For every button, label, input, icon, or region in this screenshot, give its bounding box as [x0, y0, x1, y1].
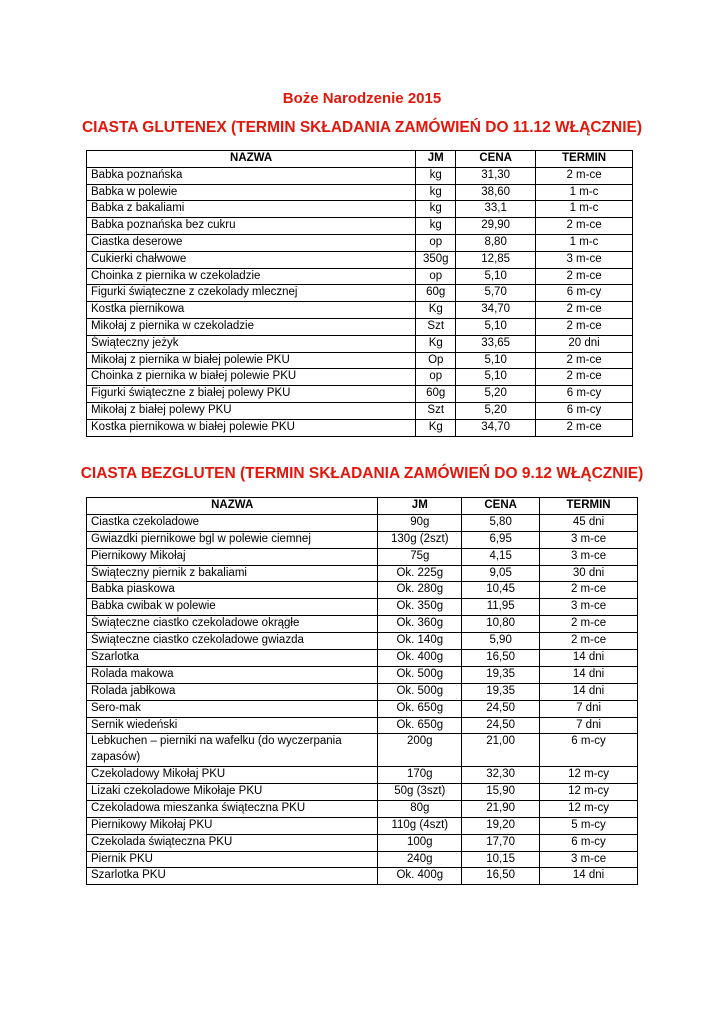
cell-jm: Ok. 360g	[378, 616, 462, 633]
table-row	[87, 352, 633, 369]
cell-cena: 8,80	[456, 234, 536, 251]
cell-termin: 7 dni	[540, 717, 638, 734]
cell-nazwa: Kostka piernikowa	[87, 302, 416, 319]
cell-cena: 12,85	[456, 251, 536, 268]
cell-jm: 170g	[378, 767, 462, 784]
table-row	[87, 369, 633, 386]
cell-cena: 6,95	[462, 531, 540, 548]
cell-cena: 17,70	[462, 834, 540, 851]
cell-cena: 32,30	[462, 767, 540, 784]
header-cena: CENA	[456, 151, 536, 168]
cell-nazwa: Czekolada świąteczna PKU	[87, 834, 378, 851]
table-row	[87, 616, 638, 633]
cell-termin: 2 m-ce	[536, 369, 633, 386]
cell-cena: 21,00	[462, 734, 540, 767]
cell-cena: 5,20	[456, 386, 536, 403]
table-row	[87, 717, 638, 734]
cell-termin: 14 dni	[540, 650, 638, 667]
cell-jm: kg	[416, 184, 456, 201]
cell-cena: 5,90	[462, 633, 540, 650]
cell-jm: Ok. 400g	[378, 868, 462, 885]
cell-termin: 2 m-ce	[536, 218, 633, 235]
cell-nazwa: Rolada jabłkowa	[87, 683, 378, 700]
cell-termin: 3 m-ce	[536, 251, 633, 268]
cell-jm: Kg	[416, 419, 456, 436]
cell-termin: 6 m-cy	[540, 734, 638, 767]
cell-cena: 9,05	[462, 565, 540, 582]
cell-cena: 34,70	[456, 419, 536, 436]
cell-cena: 5,80	[462, 514, 540, 531]
cell-nazwa: Piernik PKU	[87, 851, 378, 868]
table-row	[87, 548, 638, 565]
table-row	[87, 268, 633, 285]
table-row	[87, 817, 638, 834]
cell-termin: 2 m-ce	[540, 633, 638, 650]
cell-jm: 50g (3szt)	[378, 783, 462, 800]
header-termin: TERMIN	[536, 151, 633, 168]
cell-nazwa: Świąteczny piernik z bakaliami	[87, 565, 378, 582]
table-row	[87, 565, 638, 582]
table-row	[87, 402, 633, 419]
cell-jm: op	[416, 268, 456, 285]
cell-jm: Szt	[416, 402, 456, 419]
table-row	[87, 683, 638, 700]
table-header-row	[87, 498, 638, 515]
cell-cena: 4,15	[462, 548, 540, 565]
cell-jm: Ok. 650g	[378, 700, 462, 717]
cell-nazwa: Sernik wiedeński	[87, 717, 378, 734]
cell-cena: 33,1	[456, 201, 536, 218]
cell-jm: 130g (2szt)	[378, 531, 462, 548]
cell-jm: 80g	[378, 800, 462, 817]
cell-nazwa: Figurki świąteczne z czekolady mlecznej	[87, 285, 416, 302]
table-row	[87, 201, 633, 218]
cell-nazwa: Świąteczny jeżyk	[87, 335, 416, 352]
cell-jm: Ok. 225g	[378, 565, 462, 582]
table-row	[87, 582, 638, 599]
table-row	[87, 318, 633, 335]
cell-jm: Ok. 400g	[378, 650, 462, 667]
cell-jm: kg	[416, 167, 456, 184]
cell-cena: 29,90	[456, 218, 536, 235]
cell-termin: 1 m-c	[536, 184, 633, 201]
cell-nazwa: Piernikowy Mikołaj PKU	[87, 817, 378, 834]
cell-jm: op	[416, 234, 456, 251]
table-row	[87, 251, 633, 268]
table-row	[87, 800, 638, 817]
table-row	[87, 851, 638, 868]
cell-termin: 6 m-cy	[540, 834, 638, 851]
cell-nazwa: Czekoladowy Mikołaj PKU	[87, 767, 378, 784]
table-row	[87, 218, 633, 235]
cell-nazwa: Mikołaj z białej polewy PKU	[87, 402, 416, 419]
cell-jm: Ok. 650g	[378, 717, 462, 734]
cell-cena: 33,65	[456, 335, 536, 352]
header-nazwa: NAZWA	[87, 151, 416, 168]
header-termin: TERMIN	[540, 498, 638, 515]
cell-termin: 12 m-cy	[540, 767, 638, 784]
cell-cena: 24,50	[462, 717, 540, 734]
cell-jm: Kg	[416, 335, 456, 352]
table-row	[87, 666, 638, 683]
cell-cena: 19,35	[462, 683, 540, 700]
cell-termin: 3 m-ce	[540, 548, 638, 565]
table-header-row	[87, 151, 633, 168]
cell-jm: 60g	[416, 285, 456, 302]
cell-termin: 1 m-c	[536, 234, 633, 251]
cell-nazwa: Świąteczne ciastko czekoladowe gwiazda	[87, 633, 378, 650]
header-jm: JM	[378, 498, 462, 515]
cell-jm: 110g (4szt)	[378, 817, 462, 834]
cell-nazwa: Czekoladowa mieszanka świąteczna PKU	[87, 800, 378, 817]
cell-jm: 60g	[416, 386, 456, 403]
cell-termin: 3 m-ce	[540, 851, 638, 868]
cell-jm: 90g	[378, 514, 462, 531]
cell-termin: 2 m-ce	[540, 616, 638, 633]
cell-nazwa: Babka z bakaliami	[87, 201, 416, 218]
cell-cena: 19,20	[462, 817, 540, 834]
cell-termin: 2 m-ce	[536, 302, 633, 319]
table-row	[87, 386, 633, 403]
cell-nazwa: Gwiazdki piernikowe bgl w polewie ciemnej	[87, 531, 378, 548]
cell-jm: kg	[416, 201, 456, 218]
cell-termin: 6 m-cy	[536, 386, 633, 403]
cell-termin: 6 m-cy	[536, 402, 633, 419]
table-row	[87, 599, 638, 616]
table-row	[87, 650, 638, 667]
table-row	[87, 167, 633, 184]
cell-nazwa: Choinka z piernika w białej polewie PKU	[87, 369, 416, 386]
cell-termin: 30 dni	[540, 565, 638, 582]
glutenex-price-table	[86, 150, 633, 437]
cell-termin: 14 dni	[540, 868, 638, 885]
table-row	[87, 868, 638, 885]
table-row	[87, 834, 638, 851]
cell-jm: kg	[416, 218, 456, 235]
table-row	[87, 700, 638, 717]
cell-cena: 31,30	[456, 167, 536, 184]
cell-cena: 11,95	[462, 599, 540, 616]
cell-cena: 10,80	[462, 616, 540, 633]
cell-termin: 7 dni	[540, 700, 638, 717]
cell-cena: 38,60	[456, 184, 536, 201]
table-row	[87, 335, 633, 352]
cell-nazwa: Świąteczne ciastko czekoladowe okrągłe	[87, 616, 378, 633]
table-row	[87, 285, 633, 302]
cell-nazwa: Piernikowy Mikołaj	[87, 548, 378, 565]
cell-nazwa: Babka poznańska	[87, 167, 416, 184]
cell-cena: 24,50	[462, 700, 540, 717]
cell-nazwa: Lebkuchen – pierniki na wafelku (do wyczerpania zapasów)	[87, 734, 378, 767]
cell-nazwa: Choinka z piernika w czekoladzie	[87, 268, 416, 285]
table-row	[87, 184, 633, 201]
header-jm: JM	[416, 151, 456, 168]
cell-termin: 2 m-ce	[536, 352, 633, 369]
cell-termin: 3 m-ce	[540, 531, 638, 548]
cell-nazwa: Szarlotka	[87, 650, 378, 667]
cell-nazwa: Babka poznańska bez cukru	[87, 218, 416, 235]
cell-jm: op	[416, 369, 456, 386]
cell-termin: 1 m-c	[536, 201, 633, 218]
cell-nazwa: Lizaki czekoladowe Mikołaje PKU	[87, 783, 378, 800]
page-title: Boże Narodzenie 2015	[282, 90, 442, 107]
section-title-glutenex: CIASTA GLUTENEX (TERMIN SKŁADANIA ZAMÓWIEŃ DO 11.12 WŁĄCZNIE)	[81, 119, 642, 136]
cell-nazwa: Ciastka czekoladowe	[87, 514, 378, 531]
cell-nazwa: Sero-mak	[87, 700, 378, 717]
cell-termin: 3 m-ce	[540, 599, 638, 616]
cell-nazwa: Cukierki chałwowe	[87, 251, 416, 268]
bezgluten-price-table	[86, 497, 638, 885]
cell-cena: 21,90	[462, 800, 540, 817]
cell-termin: 2 m-ce	[536, 268, 633, 285]
cell-nazwa: Szarlotka PKU	[87, 868, 378, 885]
cell-nazwa: Babka piaskowa	[87, 582, 378, 599]
cell-jm: 240g	[378, 851, 462, 868]
cell-nazwa: Babka w polewie	[87, 184, 416, 201]
table-row	[87, 302, 633, 319]
cell-jm: Ok. 350g	[378, 599, 462, 616]
cell-termin: 12 m-cy	[540, 800, 638, 817]
cell-jm: Op	[416, 352, 456, 369]
table-row	[87, 234, 633, 251]
cell-jm: Szt	[416, 318, 456, 335]
cell-jm: 100g	[378, 834, 462, 851]
cell-cena: 5,10	[456, 318, 536, 335]
cell-cena: 10,45	[462, 582, 540, 599]
cell-cena: 10,15	[462, 851, 540, 868]
table-row	[87, 734, 638, 767]
cell-jm: Ok. 140g	[378, 633, 462, 650]
cell-cena: 5,70	[456, 285, 536, 302]
cell-jm: Kg	[416, 302, 456, 319]
table-row	[87, 419, 633, 436]
cell-cena: 5,20	[456, 402, 536, 419]
cell-termin: 2 m-ce	[540, 582, 638, 599]
cell-jm: Ok. 500g	[378, 666, 462, 683]
cell-nazwa: Mikołaj z piernika w czekoladzie	[87, 318, 416, 335]
cell-cena: 16,50	[462, 868, 540, 885]
cell-termin: 2 m-ce	[536, 318, 633, 335]
cell-cena: 16,50	[462, 650, 540, 667]
table-row	[87, 514, 638, 531]
cell-termin: 5 m-cy	[540, 817, 638, 834]
cell-cena: 19,35	[462, 666, 540, 683]
cell-jm: Ok. 280g	[378, 582, 462, 599]
cell-nazwa: Ciastka deserowe	[87, 234, 416, 251]
cell-nazwa: Kostka piernikowa w białej polewie PKU	[87, 419, 416, 436]
table-row	[87, 767, 638, 784]
header-nazwa: NAZWA	[87, 498, 378, 515]
cell-termin: 20 dni	[536, 335, 633, 352]
cell-cena: 5,10	[456, 352, 536, 369]
table-row	[87, 531, 638, 548]
cell-jm: 200g	[378, 734, 462, 767]
cell-termin: 14 dni	[540, 683, 638, 700]
cell-cena: 5,10	[456, 268, 536, 285]
cell-termin: 6 m-cy	[536, 285, 633, 302]
header-cena: CENA	[462, 498, 540, 515]
cell-jm: 75g	[378, 548, 462, 565]
cell-jm: 350g	[416, 251, 456, 268]
table-row	[87, 633, 638, 650]
section-title-bezgluten: CIASTA BEZGLUTEN (TERMIN SKŁADANIA ZAMÓWIEŃ DO 9.12 WŁĄCZNIE)	[80, 465, 644, 482]
cell-termin: 2 m-ce	[536, 419, 633, 436]
cell-nazwa: Mikołaj z piernika w białej polewie PKU	[87, 352, 416, 369]
cell-jm: Ok. 500g	[378, 683, 462, 700]
cell-nazwa: Babka cwibak w polewie	[87, 599, 378, 616]
cell-nazwa: Figurki świąteczne z białej polewy PKU	[87, 386, 416, 403]
cell-termin: 14 dni	[540, 666, 638, 683]
cell-termin: 2 m-ce	[536, 167, 633, 184]
cell-termin: 45 dni	[540, 514, 638, 531]
cell-cena: 34,70	[456, 302, 536, 319]
cell-cena: 15,90	[462, 783, 540, 800]
table-row	[87, 783, 638, 800]
cell-termin: 12 m-cy	[540, 783, 638, 800]
cell-cena: 5,10	[456, 369, 536, 386]
cell-nazwa: Rolada makowa	[87, 666, 378, 683]
